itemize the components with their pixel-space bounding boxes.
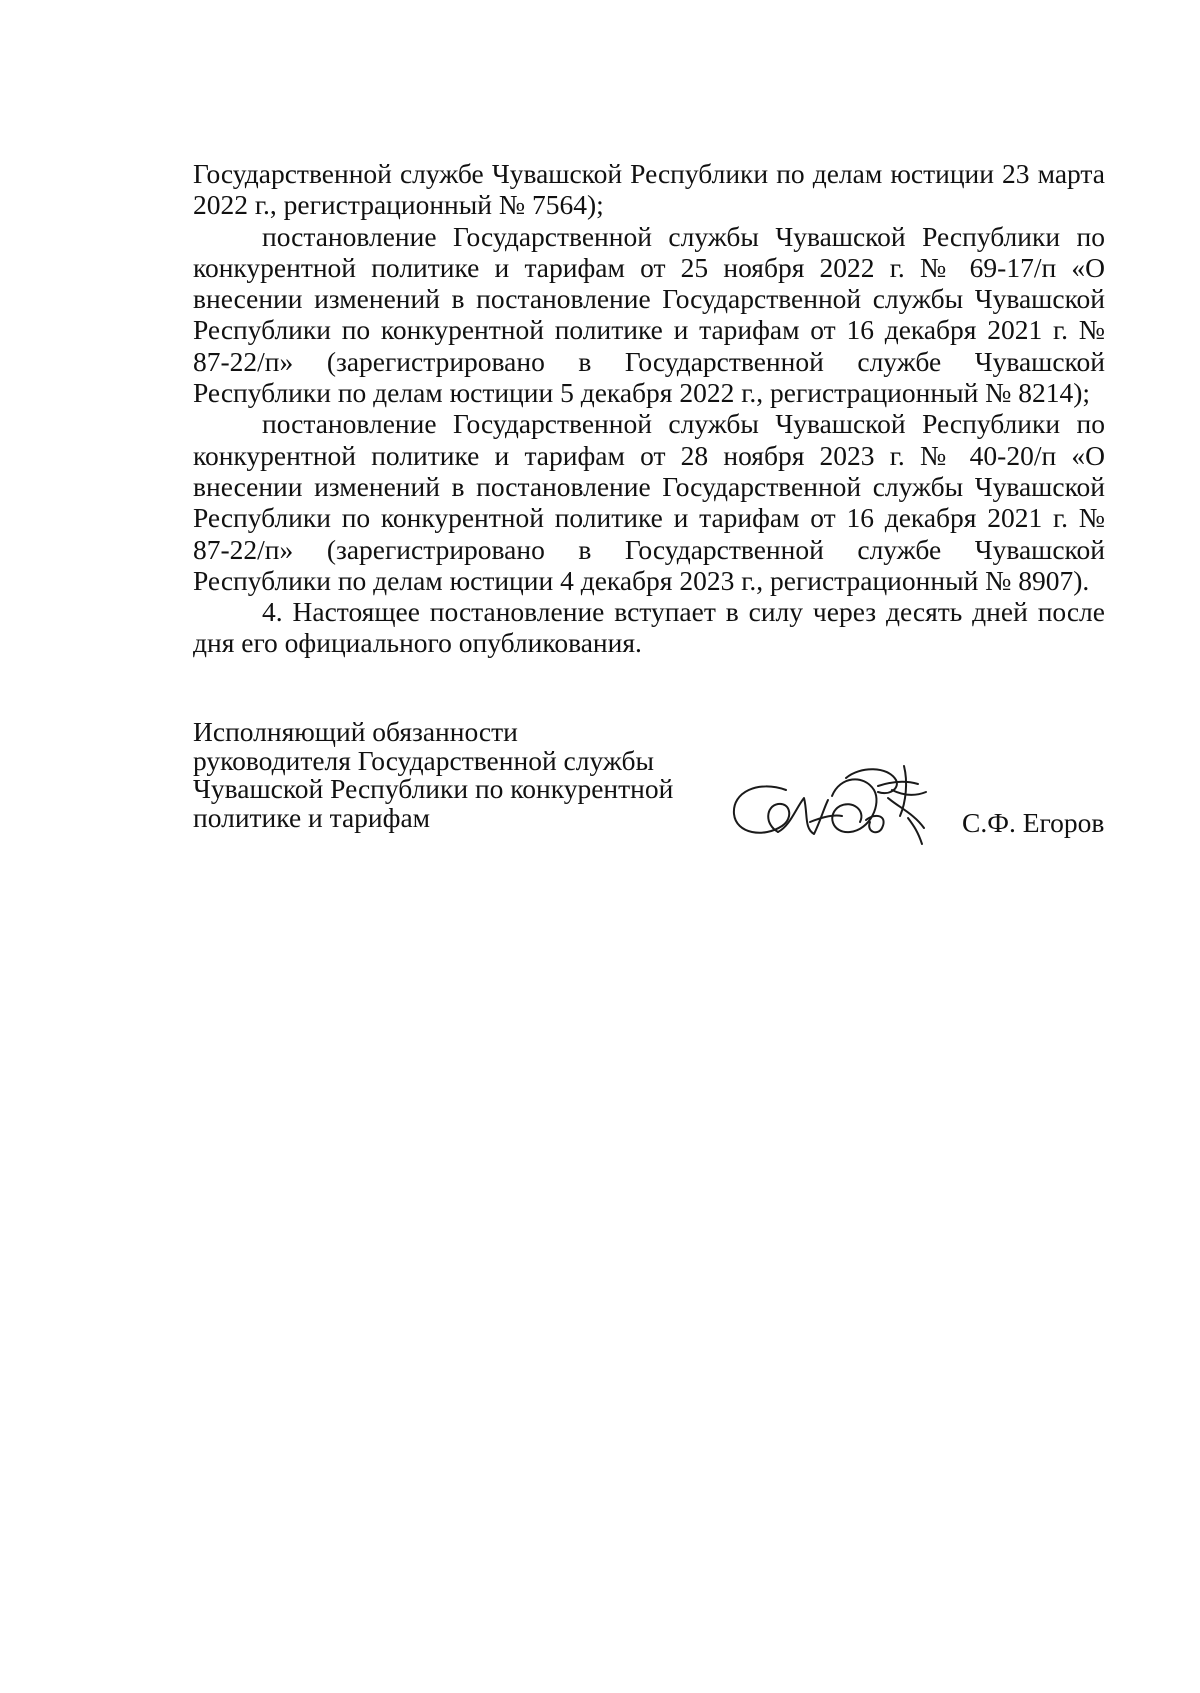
position-line: Чувашской Республики по конкурентной: [193, 773, 674, 804]
document-body: [193, 158, 1105, 659]
position-line: политике и тарифам: [193, 801, 431, 833]
signer-name: С.Ф. Егоров: [962, 807, 1105, 838]
position-line: руководителя Государственной службы: [193, 744, 654, 776]
position-line: Исполняющий обязанности: [193, 716, 518, 747]
paragraph-continuation: Государственной службе Чувашской Республики по делам юстиции 23 марта 2022 г., регистрационный № 7564);: [193, 158, 1105, 221]
paragraph-resolution-69-17: постановление Государственной службы Чувашской Республики по конкурентной политике и тарифам от 25 ноября 2022 г. № 69-17/п «О внесении изменений в постановление Государственной службы Чувашской Республики по конкурентной политике и тарифам от 16 декабря 2021 г. № 87-22/п» (зарегистрировано в Государственной службе Чувашской Республики по делам юстиции 5 декабря 2022 г., регистрационный № 8214);: [193, 220, 1105, 409]
paragraph-resolution-40-20: постановление Государственной службы Чувашской Республики по конкурентной политике и тарифам от 28 ноября 2023 г. № 40-20/п «О внесении изменений в постановление Государственной службы Чувашской Республики по конкурентной политике и тарифам от 16 декабря 2021 г. № 87-22/п» (зарегистрировано в Государственной службе Чувашской Республики по делам юстиции 4 декабря 2023 г., регистрационный № 8907).: [193, 408, 1105, 596]
handwritten-signature: [728, 752, 938, 852]
paragraph-effective-date: 4. Настоящее постановление вступает в силу через десять дней после дня его официального опубликования.: [193, 596, 1105, 659]
signatory-position: [193, 718, 673, 832]
